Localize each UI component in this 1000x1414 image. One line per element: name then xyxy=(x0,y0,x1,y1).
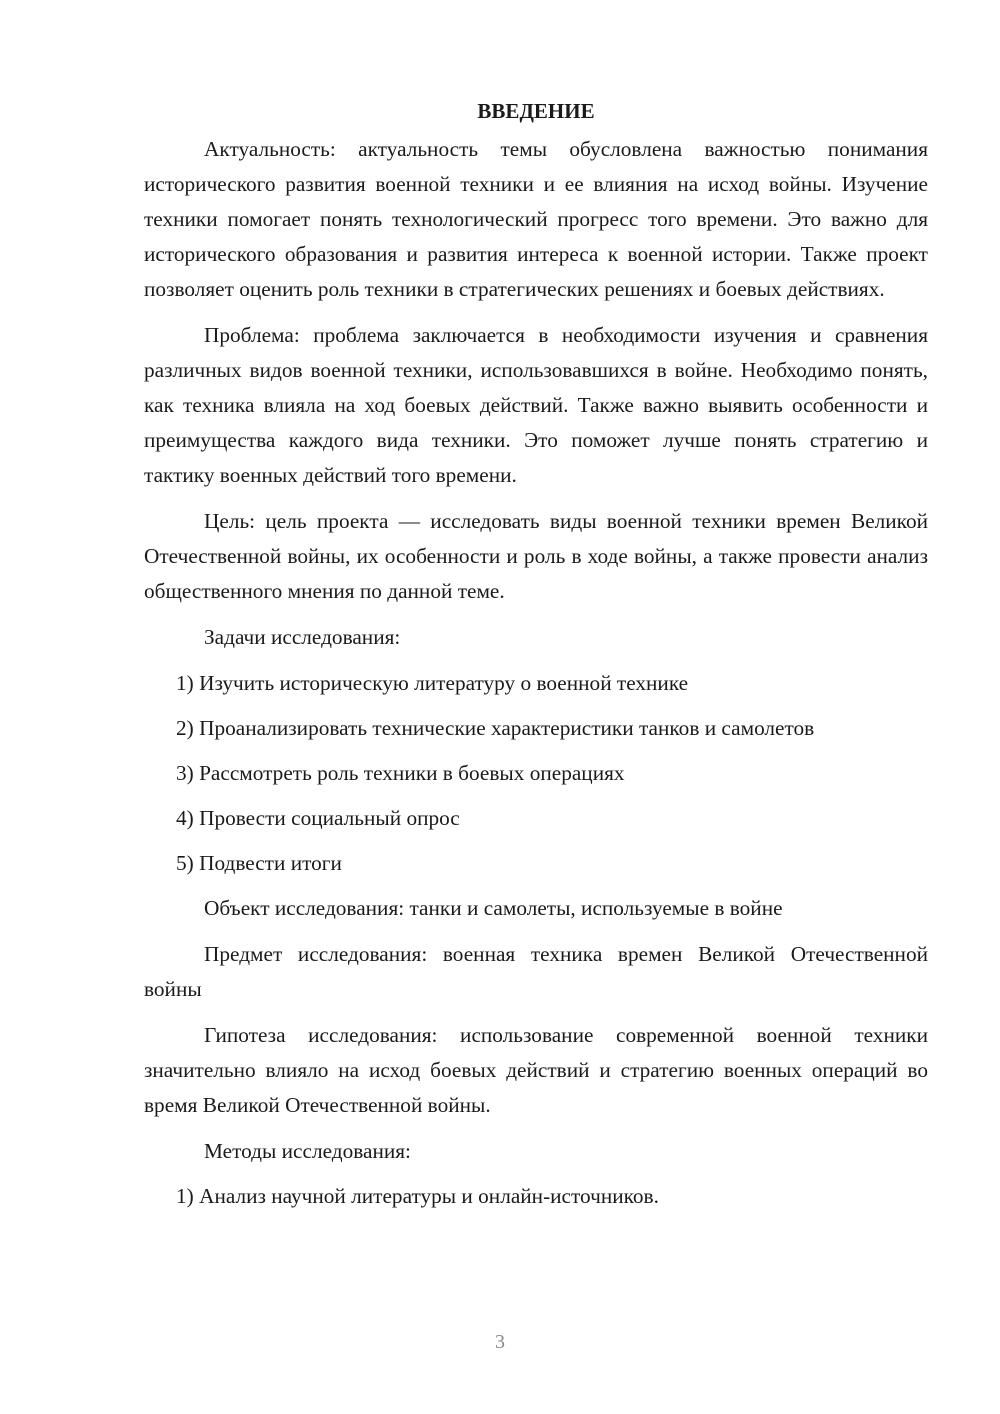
hypothesis-paragraph: Гипотеза исследования: использование современной военной техники значительно влияло на исход боевых действий и стратегию военных операций во время Великой Отечественной войны. xyxy=(144,1023,928,1117)
relevance-paragraph: Актуальность: актуальность темы обусловлена важностью понимания исторического развития военной техники и ее влияния на исход войны. Изучение техники помогает понять технологический прогресс того времени. Это важно для исторического образования и развития интереса к военной истории. Также проект позволяет оценить роль техники в стратегических решениях и боевых действиях. xyxy=(144,137,928,301)
task-item-2: 2) Проанализировать технические характеристики танков и самолетов xyxy=(176,716,815,740)
page-number: 3 xyxy=(495,1331,505,1353)
method-item-1: 1) Анализ научной литературы и онлайн-источников. xyxy=(176,1184,659,1208)
task-item-5: 5) Подвести итоги xyxy=(176,851,342,875)
methods-heading: Методы исследования: xyxy=(204,1139,411,1163)
goal-paragraph: Цель: цель проекта — исследовать виды военной техники времен Великой Отечественной войны, их особенности и роль в ходе войны, а также провести анализ общественного мнения по данной теме. xyxy=(144,509,928,603)
subject-paragraph: Предмет исследования: военная техника времен Великой Отечественной войны xyxy=(144,942,928,1001)
document-page xyxy=(144,90,928,1214)
task-item-4: 4) Провести социальный опрос xyxy=(176,806,460,830)
object-paragraph: Объект исследования: танки и самолеты, используемые в войне xyxy=(204,896,783,920)
task-item-1: 1) Изучить историческую литературу о военной технике xyxy=(176,671,689,695)
tasks-heading: Задачи исследования: xyxy=(204,625,401,649)
task-item-3: 3) Рассмотреть роль техники в боевых операциях xyxy=(176,761,625,785)
page-title: ВВЕДЕНИЕ xyxy=(477,99,595,123)
problem-paragraph: Проблема: проблема заключается в необходимости изучения и сравнения различных видов военной техники, использовавшихся в войне. Необходимо понять, как техника влияла на ход боевых действий. Также важно выявить особенности и преимущества каждого вида техники. Это поможет лучше понять стратегию и тактику военных действий того времени. xyxy=(144,323,928,487)
